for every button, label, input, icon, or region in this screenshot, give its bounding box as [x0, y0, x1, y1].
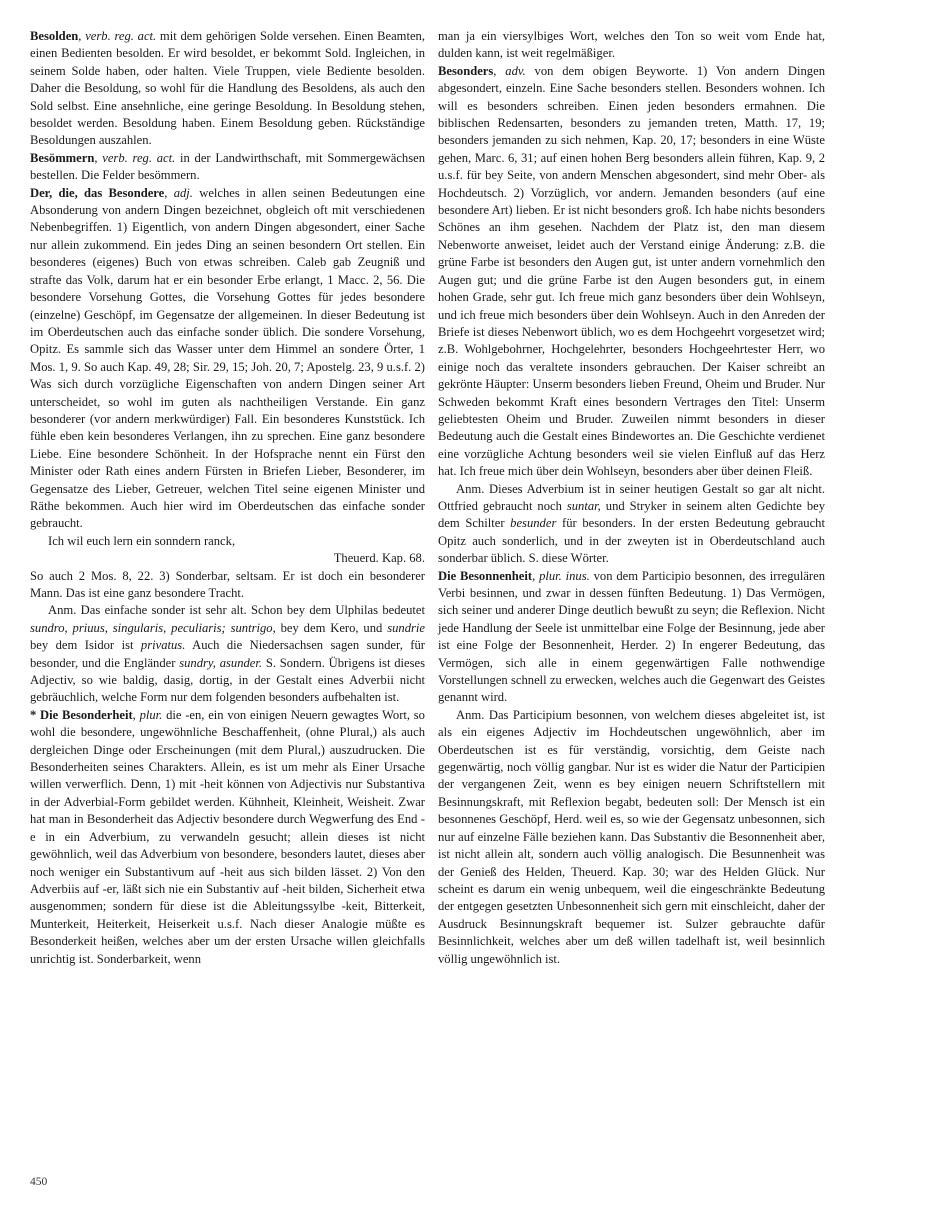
gram-besoemmern: verb. reg. act.: [102, 150, 176, 165]
anm2-t1: Anm. Dieses Adverbium ist in seiner heutigen Gestalt so gar alt nicht. Ottfried gebraucht noch: [438, 481, 825, 513]
anm-besonders: [438, 481, 825, 568]
anm1-t3: bey dem Isidor ist: [30, 638, 134, 653]
text-besoemmern: in der Landwirthschaft, mit Sommergewächsen bestellen. Die Felder besömmern.: [30, 150, 426, 183]
anm2-t2: und Stryker in seinem alten Gedichte bey dem Schilter: [438, 498, 826, 531]
continuation-besonderheit: man ja ein viersylbiges Wort, welches den Ton so weit vom Ende hat, dulden kann, ist weit regelmäßiger.: [438, 29, 825, 61]
text-besondere-after: So auch 2 Mos. 8, 22. 3) Sonderbar, seltsam. Er ist doch ein besonderer Mann. Das ist eine ganz besondere Tracht.: [30, 568, 425, 600]
entry-besondere: Der, die, das Besondere, adj. welches in allen seinen Bedeutungen eine Absonderung von andern Dingen bezeichnet, obgleich oft mit verschiedenen Nebenbegriffen. 1) Eigentlich, von andern Dingen abgesondert, einer Sache nur allein zukommend. Ein jedes Ding an seinen besondern Ort stellen. Ein besonderes (eigenes) Buch von etwas schreiben. Caleb gab Zeugniß und strafte das Volk, darum hat er ein besonder Erbe erlangt, 1 Macc. 2, 56. Die besondere Vorsehung Gottes, die Vorsehung Gottes für jedes besondere (einzelne) Geschöpf, im Gegensatze der allgemeinen. In dieser Bedeutung ist im Oberdeutschen auch das einfache sonder üblich. Die sondere Vorsehung, Opitz. Es sammle sich das Wasser unter dem Himmel an sondere Örter, 1 Mos. 1, 9. So auch Kap. 49, 28; Sir. 29, 15; Joh. 20, 7; Apostelg. 23, 9 u.s.f. 2) Was sich durch vorzügliche Eigenschaften von andern Dingen seiner Art unterscheidet, so wohl im guten als nachtheiligen Verstande. Ein ganz besonderer (vor andern merkwürdiger) Fall. Ein besonderes Kunststück. Ich fühle eben kein besonderes Verlangen, ihn zu sprechen. Eine ganz besondere Liebe. Eine besondere Schönheit. In der Hofsprache nennt ein Fürst den Minister oder Rath eines andern Fürsten in Briefen Lieber, Besonderer, im Gegensatze des Lieber, Getreuer, welchen Titel seine eigenen Minister und Räthe bekommen. Auch hier wird im Oberdeutschen das einfache sonder gebraucht.: [30, 185, 425, 531]
poem-source: Theuerd. Kap. 68.: [333, 551, 425, 566]
lemma-besonderheit: * Die Besonderheit: [30, 707, 133, 722]
lemma-besondere: Der, die, das Besondere: [30, 185, 165, 200]
gram-besonderheit: plur.: [139, 707, 163, 722]
anm1-i3: privatus.: [140, 638, 186, 653]
anm1-t1: Anm. Das einfache sonder ist sehr alt. Schon bey dem Ulphilas bedeutet: [48, 603, 425, 618]
text-besolden: mit dem gehörigen Solde versehen. Einen Beamten, einen Bedienten besolden. Er wird besoldet, er bekommt Sold. Ingleichen, in seinem Solde haben, oder halten. Viele Truppen, viele Bediente besolden. Daher die Besoldung, so wohl für die Handlung des Besoldens, als auch den Sold selbst. Eine ansehnliche, eine geringe Besoldung. In Besoldung stehen, besoldet werden. Besoldung haben. Einem Besoldung geben. Rückständige Besoldungen auszahlen.: [30, 29, 426, 148]
anm2-i2: besunder: [510, 516, 557, 531]
text-besonders: von dem obigen Beyworte. 1) Von andern Dingen abgesondert, einzeln. Eine Sache besonders stellen. Besonders wohnen. Ich will es besonders schreiben. Einen jeden besonders ermahnen. Die biblischen Redensarten, besonders zu jemanden treten, Matth. 17, 19; besonders jemanden zu sich nehmen, Kap. 20, 17; besonders in eine Wüste gehen, Marc. 6, 31; auf einen hohen Berg besonders allein führen, Kap. 9, 2 u.s.f. für bey Seite, von andern Menschen abgesondert, sind mehr Ober- als Hochdeutsch. 2) Vorzüglich, vor andern. Jemanden besonders (auf eine besondere Art) lieben. Er ist nicht besonders groß. Ich habe nichts besonders Schönes an ihm gesehen. Nachdem der Platz ist, den man diesem Nebenworte anweiset, leidet auch der Verstand einige Änderung: z.B. die grüne Farbe ist besonders den Augen gut, ist unter andern vornehmlich den Augen gut; und die grüne Farbe ist den Augen besonders gut, in einem hohen Grade, sehr gut. Ich freue mich ganz besonders über dein Wohlseyn, und ich freue mich besonders über dein Wohlseyn. Auch in den Anreden der Briefe ist dieses Nebenwort üblich, wo es dem Hochgeehrt vorgesetzet wird; z.B. Wohlgebohrner, Hochgelehrter, besonders Hochgeehrtester Herr, wo einige noch das veraltete insonders gebrauchen. Der Kaiser schreibt an gekrönte Häupter: Unserm besonders lieben Freund, Oheim und Bruder. Nur Schweden bekommt Kraft eines besondern Vertrages den Titel: Unserm geliebtesten Oheim und Bruder. Zuweilen nimmt besonders in dieser Bedeutung auch die Gestalt eines Bindewortes an. Die Geschichte verdienet eine vorzügliche Achtung besonders weil sie vielen Einfluß auf das Herz hat. Ich freue mich über dein Wohlseyn, besonders aber über deinen Fleiß.: [438, 63, 825, 479]
anm1-i2: sundrie: [387, 620, 425, 635]
text-besondere: welches in allen seinen Bedeutungen eine Absonderung von andern Dingen bezeichnet, obgleich oft mit verschiedenen Nebenbegriffen. 1) Eigentlich, von andern Dingen abgesondert, einer Sache nur allein zukommend. Ein jedes Ding an seinen besondern Ort stellen. Ein besonderes (eigenes) Buch von etwas schreiben. Caleb gab Zeugniß und strafte das Volk, darum hat er ein besonder Erbe erlangt, 1 Macc. 2, 56. Die besondere Vorsehung Gottes, die Vorsehung Gottes für jedes besondere (einzelne) Geschöpf, im Gegensatze der allgemeinen. In dieser Bedeutung ist im Oberdeutschen auch das einfache sonder üblich. Die sondere Vorsehung, Opitz. Es sammle sich das Wasser unter dem Himmel an sondere Örter, 1 Mos. 1, 9. So auch Kap. 49, 28; Sir. 29, 15; Joh. 20, 7; Apostelg. 23, 9 u.s.f. 2) Was sich durch vorzügliche Eigenschaften von andern Dingen seiner Art unterscheidet, so wohl im guten als nachtheiligen Verstande. Ein ganz besonderer (vor andern merkwürdiger) Fall. Ein besonderes Kunststück. Ich fühle eben kein besonderes Verlangen, ihn zu sprechen. Eine ganz besondere Liebe. Eine besondere Schönheit. In der Hofsprache nennt ein Fürst den Minister oder Rath eines andern Fürsten in Briefen Lieber, Besonderer, im Gegensatze des Lieber, Getreuer, welchen Titel seine eigenen Minister und Räthe bekommen. Auch hier wird im Oberdeutschen das einfache sonder gebraucht.: [30, 185, 425, 531]
anm2-i1: suntar,: [566, 498, 601, 513]
anm1-i4: sundry, asunder.: [179, 655, 263, 670]
text-besonnenheit: von dem Participio besonnen, des irregulären Verbi besinnen, und zwar in dessen fünften Bedeutung. 1) Das Vermögen, sich seiner und anderer Dinge deutlich bewußt zu seyn; die Reflexion. Nicht jede Handlung der Seele ist unmittelbar eine Folge der Besinnung, jede aber ist eine Folge der Besonnenheit, Herder. 2) In engerer Bedeutung, das Vermögen, sich alle in einem gegenwärtigen Falle nothwendige Vorstellungen schnell zu erwecken, welches auch die Gegenwart des Geistes genannt wird.: [438, 568, 825, 705]
page-number: 450: [30, 1176, 48, 1188]
anm1-t5: S. Sondern. Übrigens ist dieses Adjectiv, so wie baldig, dasig, dortig, in der Gestalt eines Adverbii nicht gebräuchlich, welche Form nur dem folgenden besonders aufbehalten ist.: [30, 655, 425, 705]
lemma-besoemmern: Besömmern: [30, 150, 95, 165]
lemma-besolden: Besolden: [30, 29, 79, 43]
anm1-t4: Auch die Niedersachsen sagen sunder, für besonder, und die Engländer: [30, 638, 425, 670]
gram-besondere: adj.: [173, 185, 193, 200]
entry-besoemmern: Besömmern, verb. reg. act. in der Landwirthschaft, mit Sommergewächsen bestellen. Die Felder besömmern.: [30, 150, 426, 183]
text-besonderheit: die -en, ein von einigen Neuern gewagtes Wort, so wohl die besondere, ungewöhnliche Beschaffenheit, (ohne Plural,) als auch dergleichen Dinge oder Erscheinungen (mit dem Plural,) auszudrucken. Die Besonderheiten seines Charakters. Allein, es ist um mehr als Einer Ursache willen verwerflich. Denn, 1) mit -heit können von Adjectivis nur Substantiva in der Adverbial-Form gebildet werden. Kühnheit, Kleinheit, Weisheit. Zwar hat man in Besonderheit das Adjectiv besondere durch Wegwerfung des End -e in ein Adverbium, zu verwandeln gesucht; allein dieses ist nicht gewöhnlich, weil das Adverbium von besondere, besonders lautet, dieses aber noch weniger ein Substantivum auf -heit aus sich bilden lässet. 2) Von den Adverbiis auf -er, läßt sich nie ein Substantiv auf -heit bilden, Sicherheit etwa ausgenommen; sondern für diese ist die Ableitungssylbe -keit, Bitterkeit, Munterkeit, Heiterkeit, Heiserkeit u.s.f. Nach dieser Analogie müßte es Besonderkeit heißen, welches aber um der ersten Ursache willen gleichfalls unrichtig ist. Sonderbarkeit, wenn: [30, 707, 425, 966]
entry-besonders: Besonders, adv. von dem obigen Beyworte. 1) Von andern Dingen abgesondert, einzeln. Eine Sache besonders stellen. Besonders wohnen. Ich will es besonders schreiben. Einen jeden besonders ermahnen. Die biblischen Redensarten, besonders zu jemanden treten, Matth. 17, 19; besonders jemanden zu sich nehmen, Kap. 20, 17; besonders in eine Wüste gehen, Marc. 6, 31; auf einen hohen Berg besonders allein führen, Kap. 9, 2 u.s.f. für bey Seite, von andern Menschen abgesondert, sind mehr Ober- als Hochdeutsch. 2) Vorzüglich, vor andern. Jemanden besonders (auf eine besondere Art) lieben. Er ist nicht besonders groß. Ich habe nichts besonders Schönes an ihm gesehen. Nachdem der Platz ist, den man diesem Nebenworte anweiset, leidet auch der Verstand einige Änderung: z.B. die grüne Farbe ist besonders den Augen gut, ist unter andern vornehmlich den Augen gut; und die grüne Farbe ist den Augen besonders gut, in einem hohen Grade, sehr gut. Ich freue mich ganz besonders über dein Wohlseyn, und ich freue mich besonders über dein Wohlseyn. Auch in den Anreden der Briefe ist dieses Nebenwort üblich, wo es dem Hochgeehrt vorgesetzet wird; z.B. Wohlgebohrner, Hochgelehrter, besonders Hochgeehrtester Herr, wo einige noch das veraltete insonders gebrauchen. Der Kaiser schreibt an gekrönte Häupter: Unserm besonders lieben Freund, Oheim und Bruder. Nur Schweden bekommt Kraft eines besondern Vertrages den Titel: Unserm geliebtesten Oheim und Bruder. Zuweilen nimmt besonders in dieser Bedeutung auch die Gestalt eines Bindewortes an. Die Geschichte verdienet eine vorzügliche Achtung besonders weil sie vielen Einfluß auf das Herz hat. Ich freue mich über dein Wohlseyn, besonders aber über deinen Fleiß.: [438, 63, 825, 479]
poem-line: Ich wil euch lern ein sonndern ranck,: [48, 533, 236, 548]
gram-besonnenheit: plur. inus.: [539, 568, 590, 583]
gram-besolden: verb. reg. act.: [85, 29, 157, 43]
entry-besonderheit: * Die Besonderheit, plur. die -en, ein von einigen Neuern gewagtes Wort, so wohl die besondere, ungewöhnliche Beschaffenheit, (ohne Plural,) als auch dergleichen Dinge oder Erscheinungen (mit dem Plural,) auszudrucken. Die Besonderheiten seines Charakters. Allein, es ist um mehr als Einer Ursache willen verwerflich. Denn, 1) mit -heit können von Adjectivis nur Substantiva in der Adverbial-Form gebildet werden. Kühnheit, Kleinheit, Weisheit. Zwar hat man in Besonderheit das Adjectiv besondere durch Wegwerfung des End -e in ein Adverbium, zu verwandeln gesucht; allein dieses ist nicht gewöhnlich, weil das Adverbium von besondere, besonders lautet, dieses aber noch weniger ein Substantivum auf -heit aus sich bilden lässet. 2) Von den Adverbiis auf -er, läßt sich nie ein Substantiv auf -heit bilden, Sicherheit etwa ausgenommen; sondern für diese ist die Ableitungssylbe -keit, Bitterkeit, Munterkeit, Heiterkeit, Heiserkeit u.s.f. Nach dieser Analogie müßte es Besonderkeit heißen, welches aber um der ersten Ursache willen gleichfalls unrichtig ist. Sonderbarkeit, wenn: [30, 707, 425, 966]
anm-besonnenheit: Anm. Das Participium besonnen, von welchem dieses abgeleitet ist, ist als ein eigenes Adjectiv im Hochdeutschen ungewöhnlich, aber im Oberdeutschen ist es für verständig, vorsichtig, dem Geiste nach gegenwärtig, noch völlig gangbar. Nur ist es wider die Natur der Participien der vergangenen Zeit, wenn es bey einigen neuern Schriftstellern mit Besinnungskraft, mit Reflexion begabt, bedeuten soll: Der Mensch ist ein besonnenes Geschöpf, Herd. weil es, so wie der Gegensatz unbesonnen, sich nur auf einzelne Fälle beziehen kann. Das Substantiv die Besonnenheit aber, ist nicht allein alt, sondern auch völlig analogisch. Die Besunnenheit was der Genieß des Helden, Theuerd. Kap. 30; war des Helden Glück. Nur scheint es darum ein wenig unbequem, weil die eingeschränkte Bedeutung der entgegen gesetzten Unbesonnenheit sich gern mit einschleicht, daher der Ausdruck Besinnungskraft bequemer ist. Sulzer gebrauchte dafür Besinnlichkeit, welches aber um deß willen tadelhaft ist, weil besinnlich völlig ungewöhnlich ist.: [438, 707, 825, 966]
right-column: [438, 28, 825, 968]
anm-besondere: [30, 602, 425, 706]
anm1-t2: bey dem Kero, und: [280, 620, 383, 635]
entry-besolden: Besolden, verb. reg. act. mit dem gehörigen Solde versehen. Einen Beamten, einen Bedienten besolden. Er wird besoldet, er bekommt Sold. Ingleichen, in seinem Solde haben, oder halten. Viele Truppen, viele Bediente besolden. Daher die Besoldung, so wohl für die Handlung des Besoldens, als auch den Sold selbst. Eine ansehnliche, eine geringe Besoldung. In Besoldung stehen, besoldet werden. Besoldung haben. Einem Besoldung geben. Rückständige Besoldungen auszahlen.: [30, 29, 426, 148]
entry-besonnenheit: Die Besonnenheit, plur. inus. von dem Participio besonnen, des irregulären Verbi besinnen, und zwar in dessen fünften Bedeutung. 1) Das Vermögen, sich seiner und anderer Dinge deutlich bewußt zu seyn; die Reflexion. Nicht jede Handlung der Seele ist unmittelbar eine Folge der Besinnung, jede aber ist eine Folge der Besonnenheit, Herder. 2) In engerer Bedeutung, das Vermögen, sich alle in einem gegenwärtigen Falle nothwendige Vorstellungen schnell zu erwecken, welches auch die Gegenwart des Geistes genannt wird.: [438, 568, 825, 705]
gram-besonders: adv.: [505, 63, 526, 78]
left-column: [30, 28, 425, 968]
anm1-i1: sundro, priuus, singularis, peculiaris; suntrigo,: [30, 620, 276, 635]
lemma-besonders: Besonders: [438, 63, 494, 78]
anm2-t3: für besonders. In der ersten Bedeutung gebraucht Opitz auch sonderlich, und in der zweyten ist in Oberdeutschland auch sonderbar üblich. S. diese Wörter.: [438, 516, 825, 566]
lemma-besonnenheit: Die Besonnenheit: [438, 568, 533, 583]
